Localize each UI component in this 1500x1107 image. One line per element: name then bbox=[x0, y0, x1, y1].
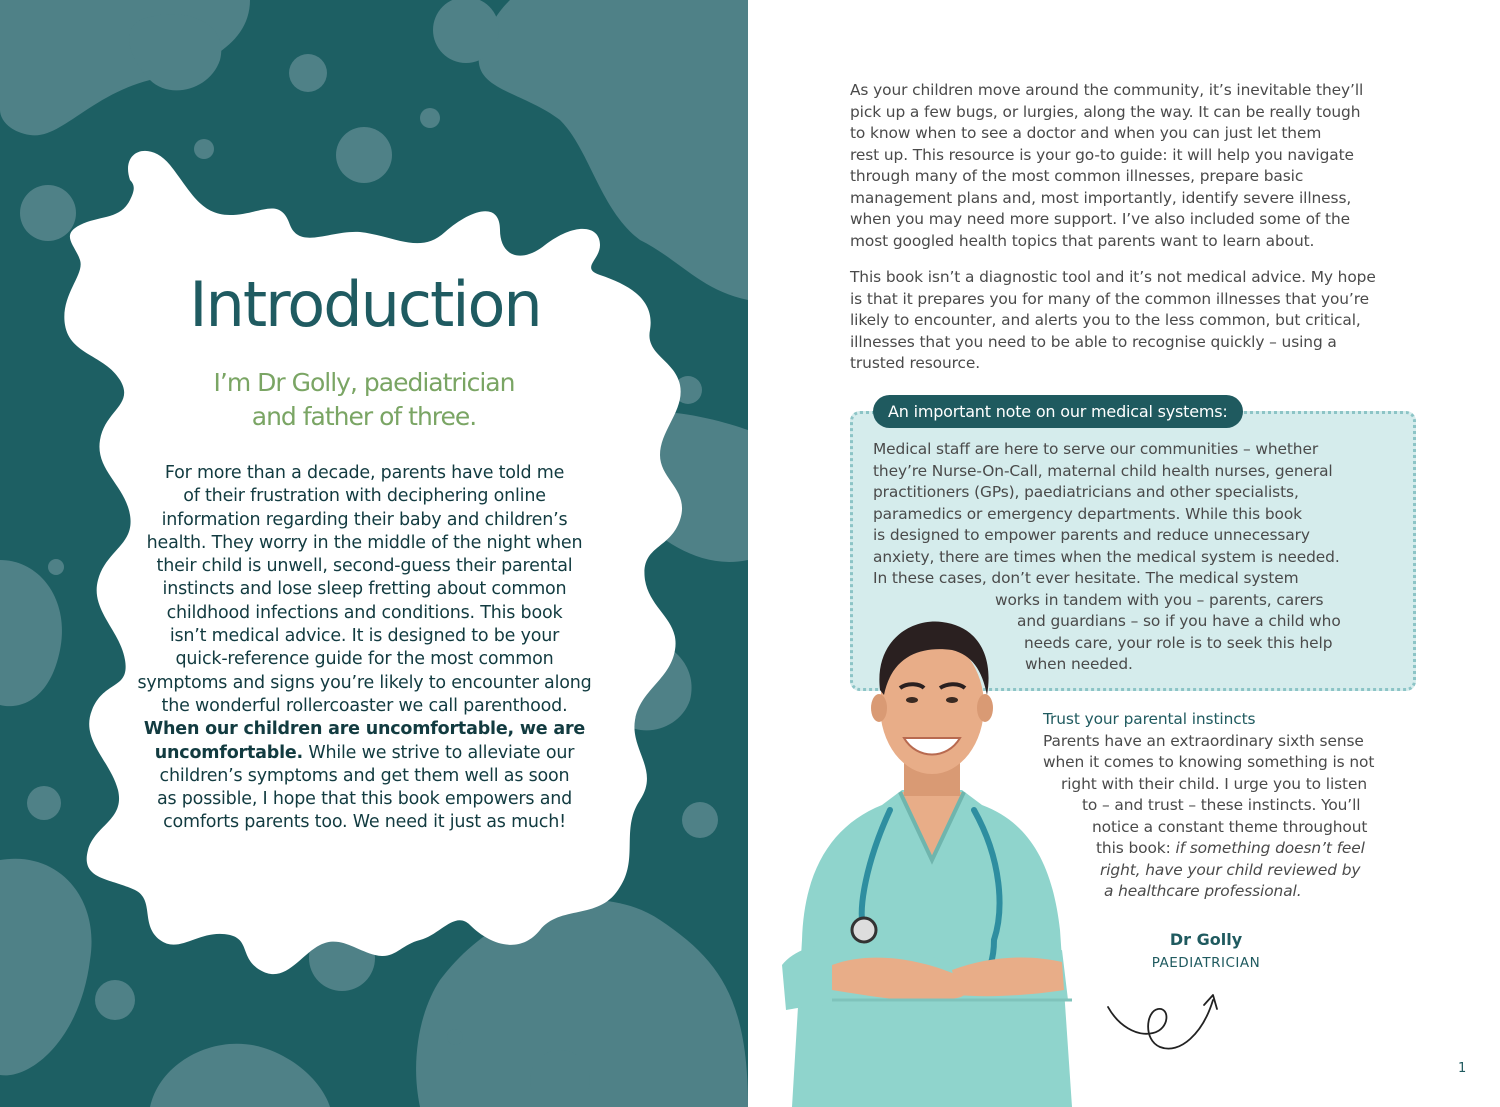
right-page bbox=[748, 0, 1500, 1107]
trust-line: when it comes to knowing something is not bbox=[1043, 753, 1375, 771]
trust-line: Parents have an extraordinary sixth sense bbox=[1043, 731, 1364, 750]
intro-line: childhood infections and conditions. This book bbox=[166, 602, 563, 623]
medical-note-heading: An important note on our medical systems: bbox=[873, 395, 1243, 428]
body-line: As your children move around the community, it’s inevitable they’ll bbox=[850, 81, 1364, 99]
intro-line: information regarding their baby and children’s bbox=[161, 509, 568, 530]
trust-line bbox=[1096, 838, 1365, 860]
intro-bold-text: When our children are uncomfortable, we are bbox=[143, 719, 586, 740]
body-line: most googled health topics that parents want to learn about. bbox=[850, 231, 1315, 250]
intro-line: as possible, I hope that this book empowers and bbox=[156, 789, 573, 810]
subtitle-line: and father of three. bbox=[251, 402, 477, 431]
intro-line: health. They worry in the middle of the night when bbox=[146, 532, 583, 553]
body-line: is that it prepares you for many of the common illnesses that you’re bbox=[850, 289, 1369, 308]
intro-line: their child is unwell, second-guess their parental bbox=[156, 556, 573, 577]
body-paragraph-1 bbox=[850, 80, 1425, 252]
intro-line: comforts parents too. We need it just as much! bbox=[163, 812, 566, 833]
body-line: rest up. This resource is your go-to guide: it will help you navigate bbox=[850, 145, 1354, 164]
trust-heading: Trust your parental instincts bbox=[1043, 710, 1256, 728]
note-line: paramedics or emergency departments. While this book bbox=[873, 504, 1302, 523]
note-line: anxiety, there are times when the medical system is needed. bbox=[873, 547, 1340, 566]
note-line: is designed to empower parents and reduce unnecessary bbox=[873, 526, 1310, 544]
body-line: likely to encounter, and alerts you to the less common, but critical, bbox=[850, 311, 1361, 329]
note-line: and guardians – so if you have a child who bbox=[1017, 612, 1341, 630]
trust-line: to – and trust – these instincts. You’ll bbox=[1082, 796, 1361, 814]
body-paragraph-2 bbox=[850, 267, 1425, 375]
signature-name: Dr Golly bbox=[1169, 930, 1243, 949]
note-line: they’re Nurse-On-Call, maternal child health nurses, general bbox=[873, 461, 1333, 480]
body-line: pick up a few bugs, or lurgies, along the way. It can be really tough bbox=[850, 102, 1361, 121]
note-line: practitioners (GPs), paediatricians and other specialists, bbox=[873, 483, 1299, 501]
trust-emphasis: a healthcare professional. bbox=[1104, 882, 1302, 900]
trust-text: this book: bbox=[1096, 839, 1176, 857]
squiggle-arrow-icon bbox=[1098, 985, 1228, 1060]
intro-bold-text: uncomfortable. bbox=[154, 742, 303, 763]
note-line: needs care, your role is to seek this help bbox=[1024, 633, 1333, 652]
note-line: In these cases, don’t ever hesitate. The medical system bbox=[873, 569, 1299, 587]
body-line: to know when to see a doctor and when you can just let them bbox=[850, 124, 1322, 142]
trust-emphasis: if something doesn’t feel bbox=[1175, 839, 1365, 857]
trust-emphasis: right, have your child reviewed by bbox=[1100, 860, 1361, 879]
intro-text-after-bold: While we strive to alleviate our bbox=[302, 742, 575, 763]
intro-line: symptoms and signs you’re likely to encounter along bbox=[137, 672, 592, 693]
subtitle-line: I’m Dr Golly, paediatrician bbox=[213, 368, 515, 397]
note-line: works in tandem with you – parents, carers bbox=[995, 590, 1324, 609]
intro-line: isn’t medical advice. It is designed to be your bbox=[169, 626, 560, 647]
note-line: Medical staff are here to serve our communities – whether bbox=[873, 440, 1319, 458]
trust-line: right with their child. I urge you to listen bbox=[1061, 774, 1367, 793]
note-line: when needed. bbox=[1025, 655, 1133, 673]
body-line: when you may need more support. I’ve also included some of the bbox=[850, 210, 1350, 228]
intro-line bbox=[112, 742, 617, 765]
doctor-photo bbox=[772, 610, 1082, 1107]
trust-line bbox=[1104, 881, 1302, 903]
intro-line bbox=[112, 718, 617, 741]
body-line: This book isn’t a diagnostic tool and it’s not medical advice. My hope bbox=[850, 268, 1376, 286]
signature-title: PAEDIATRICIAN bbox=[1151, 955, 1261, 971]
body-line: trusted resource. bbox=[850, 354, 981, 372]
body-line: illnesses that you need to be able to recognise quickly – using a bbox=[850, 332, 1337, 351]
intro-line: children’s symptoms and get them well as soon bbox=[159, 765, 570, 786]
page-title: Introduction bbox=[189, 268, 541, 341]
trust-line bbox=[1100, 860, 1360, 882]
body-line: management plans and, most importantly, identify severe illness, bbox=[850, 188, 1352, 207]
intro-line: For more than a decade, parents have told me bbox=[164, 463, 565, 483]
intro-line: instincts and lose sleep fretting about common bbox=[162, 579, 567, 600]
intro-line: quick-reference guide for the most common bbox=[175, 649, 554, 670]
trust-line: notice a constant theme throughout bbox=[1092, 817, 1368, 836]
page-number: 1 bbox=[1458, 1061, 1467, 1076]
intro-line: the wonderful rollercoaster we call parenthood. bbox=[161, 695, 568, 716]
body-line: through many of the most common illnesses, prepare basic bbox=[850, 167, 1304, 185]
intro-subtitle bbox=[150, 366, 578, 434]
intro-line: of their frustration with deciphering online bbox=[183, 486, 546, 507]
intro-paragraph bbox=[112, 462, 617, 835]
left-page bbox=[0, 0, 748, 1107]
